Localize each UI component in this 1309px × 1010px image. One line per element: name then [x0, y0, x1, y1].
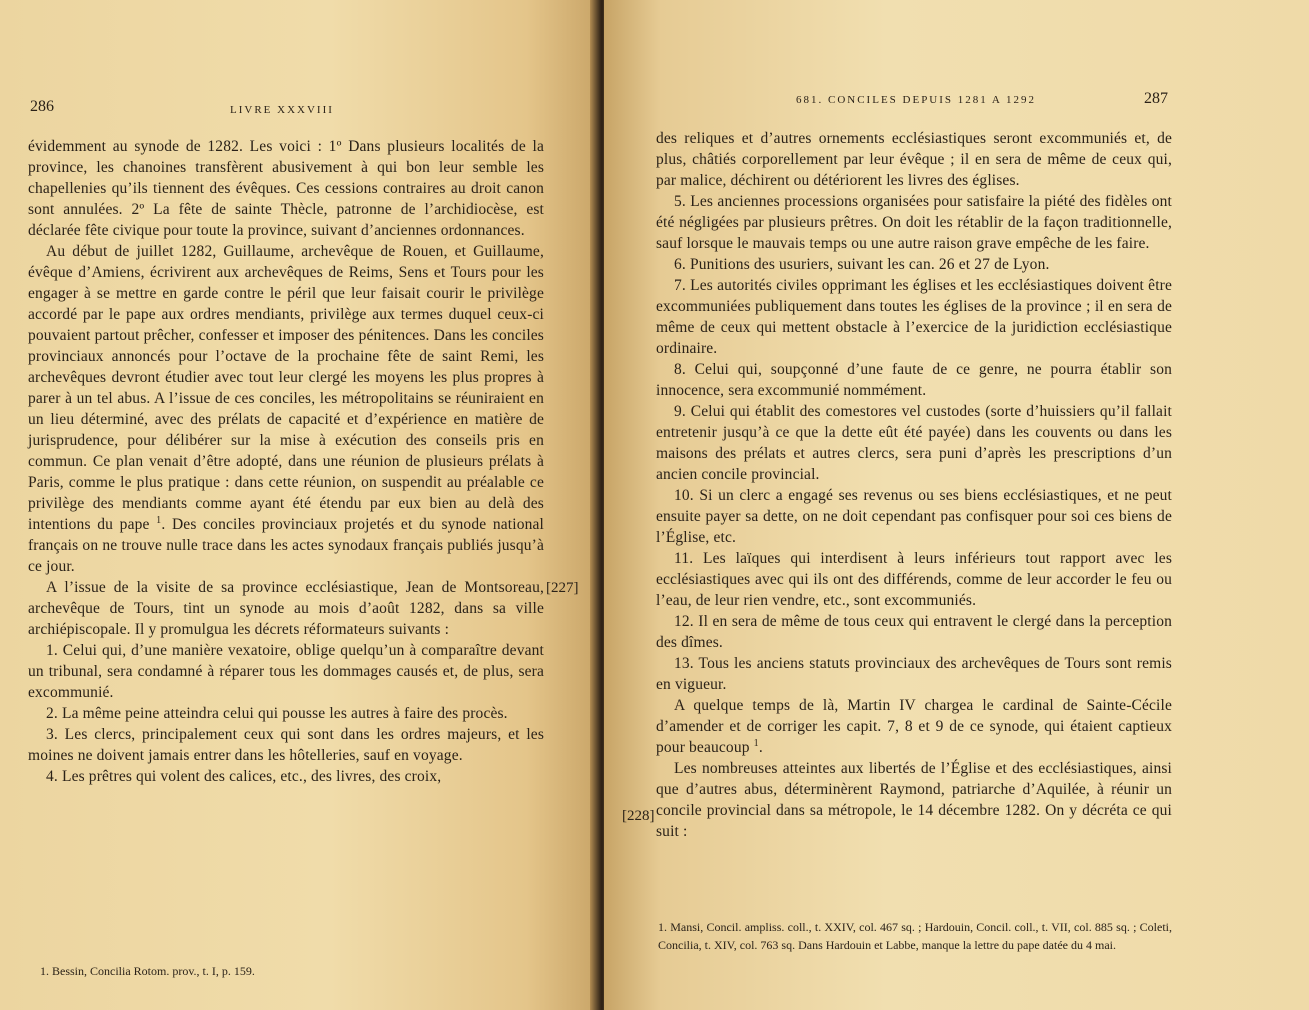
paragraph: évidemment au synode de 1282. Les voici : 1º Dans plusieurs localités de la province, les chanoines transfèrent abusivement à qui bon leur semble les chapellenies qu’ils tiennent des évêques. Ces cessions contraires au droit canon sont annulées. 2º La fête de sainte Thècle, patronne de l’archidiocèse, est déclarée fête civique pour toute la province, suivant d’anciennes ordonnances.: [28, 138, 544, 239]
paragraph: 5. Les anciennes processions organisées pour satisfaire la piété des fidèles ont été négligées par plusieurs prêtres. On doit les rétablir de la façon traditionnelle, sauf lorsque le mauvais temps ou une autre raison grave empêche de les faire.: [656, 193, 1172, 252]
paragraph: 13. Tous les anciens statuts provinciaux des archevêques de Tours sont remis en vigueur.: [656, 655, 1172, 693]
paragraph: 4. Les prêtres qui volent des calices, etc., des livres, des croix,: [46, 768, 442, 785]
margin-marker: [227]: [546, 580, 579, 596]
paragraph: A l’issue de la visite de sa province ecclésiastique, Jean de Montsoreau, archevêque de Tours, tint un synode au mois d’août 1282, dans sa ville archiépiscopale. Il y promulgua les décrets réformateurs suivants :: [28, 579, 544, 638]
paragraph: 12. Il en sera de même de tous ceux qui entravent le clergé dans la perception des dîmes.: [656, 613, 1172, 651]
left-text-block: [28, 136, 544, 787]
margin-marker: [228]: [622, 808, 655, 824]
running-head: LIVRE XXXVIII: [230, 104, 334, 116]
paragraph: des reliques et d’autres ornements ecclésiastiques seront excommuniés et, de plus, châtiés corporellement par leur évêque ; il en sera de même de ceux qui, par malice, déchirent ou détériorent les livres des églises.: [656, 130, 1172, 189]
footnote-ref: 1: [156, 514, 162, 526]
paragraph: 8. Celui qui, soupçonné d’une faute de ce genre, ne pourra établir son innocence, sera excommunié nommément.: [656, 361, 1172, 399]
left-page: [0, 0, 598, 1010]
paragraph: Les nombreuses atteintes aux libertés de l’Église et des ecclésiastiques, ainsi que d’autres abus, déterminèrent Raymond, patriarche d’Aquilée, à réunir un concile provincial dans sa métropole, le 14 décembre 1282. On y décréta ce qui suit :: [656, 760, 1172, 840]
right-page: [604, 0, 1309, 1010]
running-head: 681. CONCILES DEPUIS 1281 A 1292: [796, 94, 1037, 106]
footnote-ref: 1: [753, 737, 759, 749]
footnote: 1. Bessin, Concilia Rotom. prov., t. I, p. 159.: [40, 964, 255, 978]
paragraph: 7. Les autorités civiles opprimant les églises et les ecclésiastiques doivent être excommuniées publiquement dans toutes les églises de la province ; il en sera de même de ceux qui mettent obstacle à l’exercice de la juridiction ecclésiastique ordinaire.: [656, 277, 1172, 357]
paragraph: Au début de juillet 1282, Guillaume, archevêque de Rouen, et Guillaume, évêque d’Amiens, écrivirent aux archevêques de Reims, Sens et Tours pour les engager à se mettre en garde contre le péril que leur faisait courir le privilège accordé par le pape aux ordres mendiants, privilège aux termes duquel ceux-ci pouvaient partout prêcher, confesser et imposer des pénitences. Dans les conciles provinciaux annoncés pour l’octave de la prochaine fête de saint Remi, les archevêques devront étudier avec tout leur clergé les moyens les plus propres à parer à un tel abus. A l’issue de ces conciles, les métropolitains se réuniraient en un lieu déterminé, avec des prélats de capacité et d’expérience en matière de jurisprudence, pour délibérer sur la mise à exécution des conseils pris en commun. Ce plan venait d’être adopté, dans une réunion de plusieurs prélats à Paris, comme le plus pratique : dans cette réunion, on suspendit au préalable ce privilège des mendiants comme ayant été étendu par eux bien au delà des intentions du pape $^1$. Des conciles provinciaux projetés et du synode national français on ne trouve nulle trace dans les actes synodaux français publiés jusqu’à ce jour.: [28, 243, 544, 575]
page-number: 286: [30, 98, 54, 115]
paragraph: 10. Si un clerc a engagé ses revenus ou ses biens ecclésiastiques, et ne peut ensuite payer sa dette, on ne doit cependant pas confisquer pour soi ces biens de l’Église, etc.: [656, 487, 1172, 546]
right-text-block: [656, 128, 1172, 842]
paragraph: 3. Les clercs, principalement ceux qui sont dans les ordres majeurs, et les moines ne doivent jamais entrer dans les hôtelleries, sauf en voyage.: [28, 726, 544, 764]
paragraph: 6. Punitions des usuriers, suivant les can. 26 et 27 de Lyon.: [674, 256, 1050, 273]
paragraph: 11. Les laïques qui interdisent à leurs inférieurs tout rapport avec les ecclésiastiques avec qui ils ont des différends, comme de leur accorder le feu ou l’eau, de leur rien vendre, etc., sont excommuniés.: [656, 550, 1172, 609]
paragraph: 1. Celui qui, d’une manière vexatoire, oblige quelqu’un à comparaître devant un tribunal, sera condamné à réparer tous les dommages causés et, de plus, sera excommunié.: [28, 642, 544, 701]
paragraph: 9. Celui qui établit des comestores vel custodes (sorte d’huissiers qu’il fallait entretenir jusqu’à ce que la dette eût été payée) dans les couvents ou dans les maisons des prélats et autres clercs, sera puni d’après les prescriptions d’un ancien concile provincial.: [656, 403, 1172, 483]
paragraph: 2. La même peine atteindra celui qui pousse les autres à faire des procès.: [46, 705, 508, 722]
paragraph: A quelque temps de là, Martin IV chargea le cardinal de Sainte-Cécile d’amender et de corriger les capit. 7, 8 et 9 de ce synode, qui étaient captieux pour beaucoup $^1$.: [656, 697, 1172, 756]
page-number: 287: [1144, 90, 1168, 107]
footnote: 1. Mansi, Concil. ampliss. coll., t. XXIV, col. 467 sq. ; Hardouin, Concil. coll., t. VII, col. 885 sq. ; Coleti, Concilia, t. XIV, col. 763 sq. Dans Hardouin et Labbe, manque la lettre du pape datée du 4 mai.: [658, 920, 1172, 952]
